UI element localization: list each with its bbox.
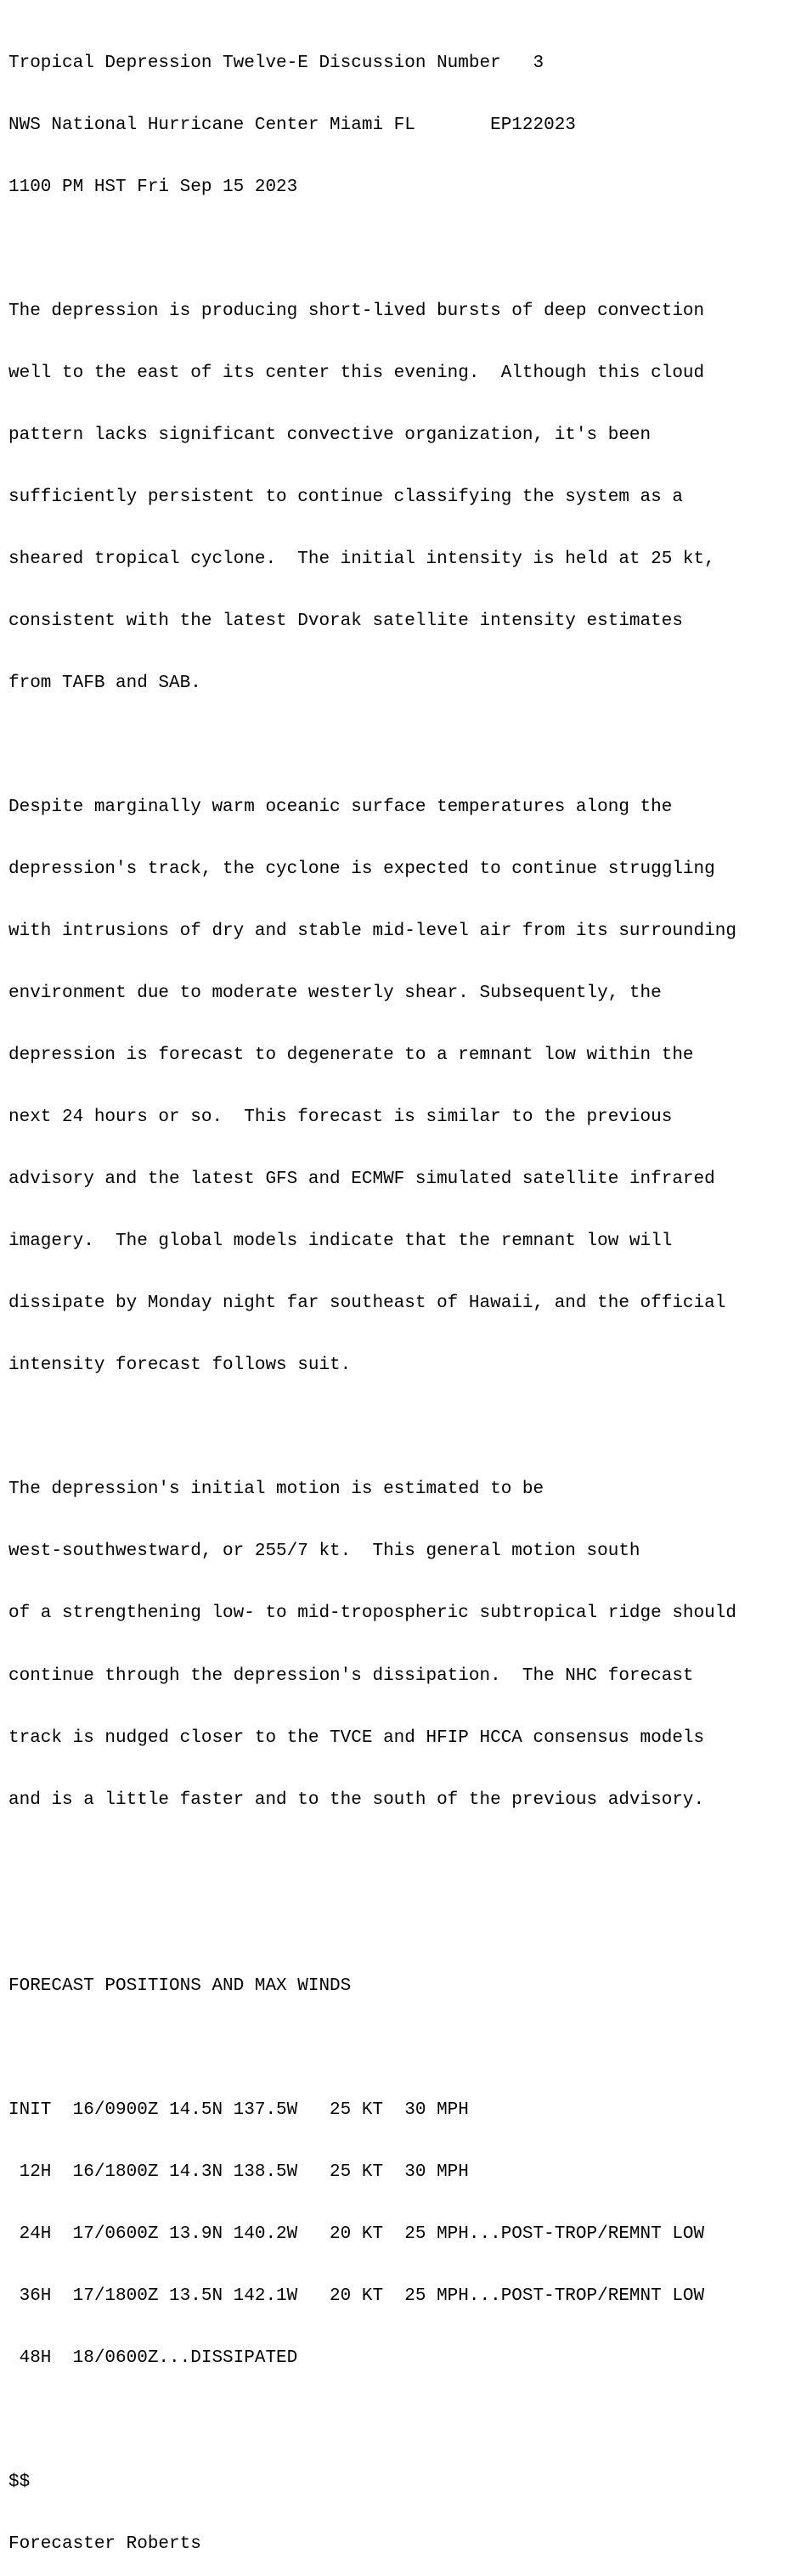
header-title-line: Tropical Depression Twelve-E Discussion Number 3 [8, 53, 544, 73]
blank-line [8, 736, 736, 756]
paragraph-2-line: depression's track, the cyclone is expected to continue struggling [8, 860, 715, 880]
paragraph-2-line: Despite marginally warm oceanic surface temperatures along the [8, 798, 673, 818]
forecast-row-24h: 24H 17/0600Z 13.9N 140.2W 20 KT 25 MPH...POST-TROP/REMNT LOW [8, 2224, 705, 2244]
paragraph-2-line: depression is forecast to degenerate to a remnant low within the [8, 1046, 694, 1066]
forecast-row-init: INIT 16/0900Z 14.5N 137.5W 25 KT 30 MPH [8, 2100, 469, 2120]
header-date-line: 1100 PM HST Fri Sep 15 2023 [8, 177, 298, 197]
paragraph-2-line: with intrusions of dry and stable mid-level air from its surrounding [8, 922, 736, 942]
paragraph-1-line: from TAFB and SAB. [8, 674, 201, 693]
paragraph-2-line: environment due to moderate westerly shear. Subsequently, the [8, 984, 662, 1004]
blank-line [8, 1852, 736, 1873]
blank-line [8, 240, 736, 260]
paragraph-3-line: track is nudged closer to the TVCE and HFIP HCCA consensus models [8, 1728, 705, 1748]
paragraph-1-line: pattern lacks significant convective organization, it's been [8, 425, 652, 445]
end-marker: $$ [8, 2472, 31, 2492]
blank-line [8, 2038, 736, 2059]
paragraph-1-line: well to the east of its center this evening. Although this cloud [8, 363, 705, 383]
paragraph-3-line: continue through the depression's dissipation. The NHC forecast [8, 1666, 694, 1686]
forecast-heading: FORECAST POSITIONS AND MAX WINDS [8, 1976, 352, 1996]
paragraph-2-line: next 24 hours or so. This forecast is similar to the previous [8, 1108, 673, 1128]
discussion-text [8, 12, 736, 2576]
paragraph-3-line: and is a little faster and to the south of the previous advisory. [8, 1790, 705, 1810]
paragraph-3-line: west-southwestward, or 255/7 kt. This general motion south [8, 1542, 640, 1562]
paragraph-1-line: sheared tropical cyclone. The initial intensity is held at 25 kt, [8, 549, 715, 569]
paragraph-1-line: consistent with the latest Dvorak satellite intensity estimates [8, 611, 683, 631]
paragraph-3-line: The depression's initial motion is estimated to be [8, 1480, 544, 1500]
blank-line [8, 1418, 736, 1438]
paragraph-2-line: imagery. The global models indicate that the remnant low will [8, 1232, 673, 1252]
header-office-line: NWS National Hurricane Center Miami FL EP122023 [8, 115, 576, 135]
blank-line [8, 1914, 736, 1935]
paragraph-2-line: intensity forecast follows suit. [8, 1356, 352, 1376]
forecast-row-36h: 36H 17/1800Z 13.5N 142.1W 20 KT 25 MPH...POST-TROP/REMNT LOW [8, 2286, 705, 2306]
paragraph-2-line: advisory and the latest GFS and ECMWF simulated satellite infrared [8, 1170, 715, 1190]
paragraph-2-line: dissipate by Monday night far southeast of Hawaii, and the official [8, 1294, 726, 1314]
forecast-row-12h: 12H 16/1800Z 14.3N 138.5W 25 KT 30 MPH [8, 2162, 469, 2182]
forecast-row-48h: 48H 18/0600Z...DISSIPATED [8, 2348, 298, 2368]
paragraph-1-line: sufficiently persistent to continue classifying the system as a [8, 487, 683, 507]
paragraph-3-line: of a strengthening low- to mid-tropospheric subtropical ridge should [8, 1604, 736, 1624]
paragraph-1-line: The depression is producing short-lived bursts of deep convection [8, 301, 705, 321]
forecaster-signature: Forecaster Roberts [8, 2534, 201, 2554]
blank-line [8, 2410, 736, 2431]
